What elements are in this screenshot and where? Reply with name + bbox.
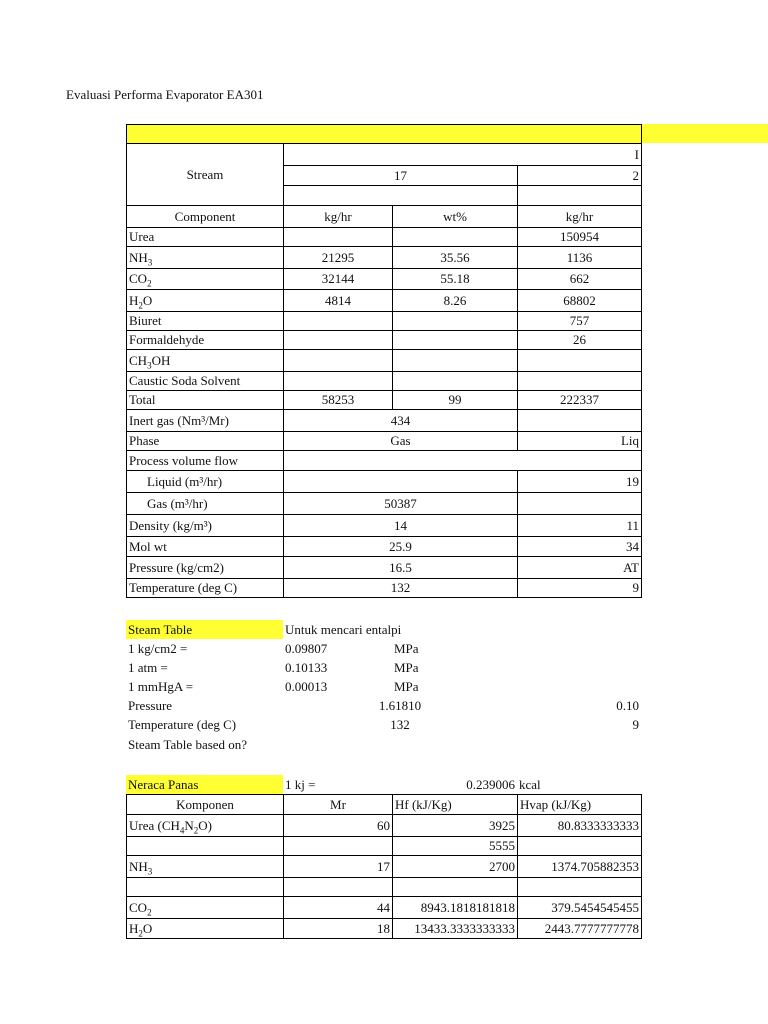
cell: 150954 [518, 228, 642, 247]
cell: 1.61810 [378, 697, 422, 713]
table-row [127, 856, 642, 878]
cell [518, 837, 642, 856]
cell: 5555 [393, 837, 518, 856]
table-row [126, 639, 641, 658]
table-row [127, 515, 642, 537]
table-row [127, 372, 642, 391]
cell: 14 [284, 515, 518, 537]
row-label: $NH_3$ [127, 856, 284, 878]
cell: 99 [393, 391, 518, 410]
document-title: Evaluasi Performa Evaporator EA301 [66, 87, 264, 102]
cell [518, 878, 642, 897]
cell: 13433.3333333333 [393, 919, 518, 939]
col-header-component: Component [127, 206, 284, 228]
cell: 2443.7777777778 [518, 919, 642, 939]
row-label: Total [127, 391, 284, 410]
cell: 132 [390, 717, 410, 732]
row-label: 1 mmHgA = [128, 678, 194, 694]
cell [393, 331, 518, 350]
row-label: Pressure (kg/cm2) [127, 557, 284, 579]
table-row [127, 451, 642, 471]
row-label: Formaldehyde [127, 331, 284, 350]
cell: 1374.705882353 [518, 856, 642, 878]
cell: 35.56 [393, 247, 518, 269]
cell [284, 331, 393, 350]
col-header-kghr-a: kg/hr [284, 206, 393, 228]
row-label: Mol wt [127, 537, 284, 557]
cell: 55.18 [393, 269, 518, 290]
cell: 0.10 [616, 697, 639, 713]
row-label: Density (kg/m³) [127, 515, 284, 537]
cell: Liq [518, 432, 642, 451]
top-partial-header: I [284, 144, 642, 166]
col-header-mr: Mr [284, 795, 393, 815]
row-label: 1 atm = [128, 659, 168, 675]
cell [393, 372, 518, 391]
cell: 17 [284, 856, 393, 878]
table-row [127, 269, 642, 290]
table-row [126, 715, 641, 735]
row-label: Temperature (deg C) [128, 717, 237, 732]
table-row [127, 837, 642, 856]
row-label: Phase [127, 432, 284, 451]
cell: 18 [284, 919, 393, 939]
cell [284, 878, 393, 897]
steam-table [126, 620, 641, 754]
row-label [127, 878, 284, 897]
row-label: Liquid (m³/hr) [127, 471, 284, 493]
cell [393, 228, 518, 247]
stream-label: Stream [127, 144, 284, 206]
table-row [127, 579, 642, 598]
cell [284, 350, 393, 372]
row-label: $CO_2$ [127, 269, 284, 290]
table-row [127, 919, 642, 939]
conversion-lhs: 1 kj = [285, 776, 316, 792]
stream-17-header: 17 [284, 166, 518, 186]
col-header-hvap: Hvap (kJ/Kg) [518, 795, 642, 815]
row-label: $H_2O$ [127, 290, 284, 312]
row-label: 1 kg/cm2 = [128, 640, 188, 656]
cell: 44 [284, 897, 393, 919]
table-row [127, 897, 642, 919]
row-label: $H_2O$ [127, 919, 284, 939]
row-label [127, 837, 284, 856]
table-row [126, 677, 641, 696]
cell: 132 [284, 579, 518, 598]
cell: 0.09807 [285, 640, 328, 656]
cell: MPa [394, 659, 419, 675]
cell: 58253 [284, 391, 393, 410]
cell [284, 837, 393, 856]
cell [393, 878, 518, 897]
table-row [127, 331, 642, 350]
row-label: Urea $(CH_4N_2O)$ [127, 815, 284, 837]
table-row [126, 658, 641, 677]
col-header-komponen: Komponen [127, 795, 284, 815]
row-label: $NH_3$ [127, 247, 284, 269]
cell: 68802 [518, 290, 642, 312]
row-label: Gas (m³/hr) [127, 493, 284, 515]
cell: 434 [284, 410, 518, 432]
cell: MPa [394, 678, 419, 694]
cell: 9 [518, 579, 642, 598]
cell: 662 [518, 269, 642, 290]
cell: 0.00013 [285, 678, 328, 694]
row-label: Pressure [128, 697, 173, 713]
table-row [127, 228, 642, 247]
cell: 80.8333333333 [518, 815, 642, 837]
cell: 11 [518, 515, 642, 537]
cell [284, 228, 393, 247]
cell: 34 [518, 537, 642, 557]
row-label: Process volume flow [127, 451, 284, 471]
header-bar [127, 125, 642, 144]
row-label: $CO_2$ [127, 897, 284, 919]
table-row [126, 696, 641, 715]
neraca-panas-header [126, 775, 641, 794]
row-label: Steam Table based on? [128, 736, 248, 752]
cell: 32144 [284, 269, 393, 290]
table-row [127, 537, 642, 557]
cell: 50387 [284, 493, 518, 515]
table-row [127, 391, 642, 410]
cell: MPa [394, 640, 419, 656]
cell: 8943.1818181818 [393, 897, 518, 919]
neraca-panas-table [126, 794, 642, 939]
cell [284, 372, 393, 391]
cell: 222337 [518, 391, 642, 410]
cell: Gas [284, 432, 518, 451]
table-row [127, 471, 642, 493]
cell [393, 312, 518, 331]
row-label: Urea [127, 228, 284, 247]
cell: 4814 [284, 290, 393, 312]
table-row [127, 815, 642, 837]
cell: 1136 [518, 247, 642, 269]
cell: 757 [518, 312, 642, 331]
table-row [127, 878, 642, 897]
row-label: $CH_3OH$ [127, 350, 284, 372]
table-row [127, 493, 642, 515]
header-highlight-bar [640, 124, 768, 143]
cell: 2700 [393, 856, 518, 878]
row-label: Caustic Soda Solvent [127, 372, 284, 391]
col-header-wt: wt% [393, 206, 518, 228]
table-row [127, 350, 642, 372]
neraca-panas-label: Neraca Panas [126, 775, 283, 794]
conversion-unit: kcal [519, 776, 541, 792]
cell: 8.26 [393, 290, 518, 312]
cell: 16.5 [284, 557, 518, 579]
table-row [127, 312, 642, 331]
cell [284, 312, 393, 331]
cell: 26 [518, 331, 642, 350]
row-label: Biuret [127, 312, 284, 331]
table-row [127, 247, 642, 269]
table-row [127, 557, 642, 579]
steam-table-note: Untuk mencari entalpi [285, 621, 402, 637]
row-label: Inert gas (Nm³/Mr) [127, 410, 284, 432]
steam-table-label: Steam Table [126, 620, 283, 639]
cell: 379.5454545455 [518, 897, 642, 919]
table-row [127, 410, 642, 432]
col-header-hf: Hf (kJ/Kg) [393, 795, 518, 815]
table-row [127, 290, 642, 312]
cell [518, 372, 642, 391]
cell: 60 [284, 815, 393, 837]
table-row [127, 432, 642, 451]
stream-table [126, 124, 642, 598]
cell: 21295 [284, 247, 393, 269]
cell: AT [518, 557, 642, 579]
cell: 19 [518, 471, 642, 493]
conversion-value: 0.239006 [466, 776, 515, 792]
stream-2-header: 2 [518, 166, 642, 186]
row-label: Temperature (deg C) [127, 579, 284, 598]
cell: 25.9 [284, 537, 518, 557]
cell: 9 [632, 717, 639, 732]
cell: 3925 [393, 815, 518, 837]
table-row [126, 735, 641, 754]
cell [518, 350, 642, 372]
col-header-kghr-b: kg/hr [518, 206, 642, 228]
cell [393, 350, 518, 372]
cell: 0.10133 [285, 659, 328, 675]
